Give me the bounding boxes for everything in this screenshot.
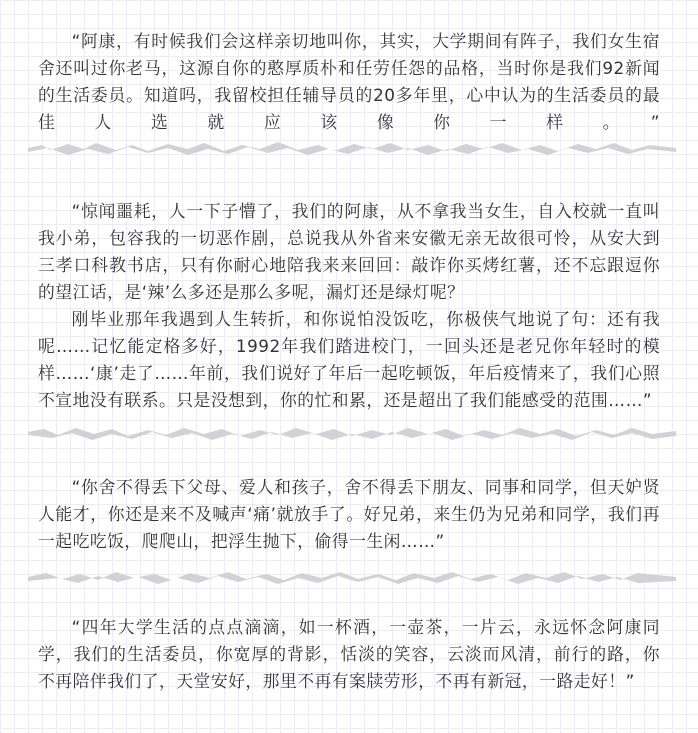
memorial-section-1 (38, 28, 660, 136)
memorial-section-4 (38, 614, 660, 695)
paragraph: “你舍不得丢下父母、爱人和孩子，舍不得丢下朋友、同事和同学，但天妒贤人能才，你还是来不及喊声‘痛’就放手了。好兄弟，来生仍为兄弟和同学，我们再一起吃吃饭，爬爬山，把浮生抛下，偷得一生闲……” (38, 477, 660, 551)
memorial-section-3 (38, 474, 660, 555)
torn-paper-divider-2 (28, 424, 676, 442)
memorial-section-2 (38, 198, 660, 414)
torn-paper-divider-3 (28, 568, 676, 586)
torn-paper-divider-1 (28, 139, 676, 157)
paragraph: “四年大学生活的点点滴滴，如一杯酒，一壶茶，一片云，永远怀念阿康同学，我们的生活委员，你宽厚的背影，恬淡的笑容，云淡而风清，前行的路，你不再陪伴我们了，天堂安好，那里不再有案牍劳形，不再有新冠，一路走好！” (38, 617, 660, 691)
paragraph: “阿康，有时候我们会这样亲切地叫你，其实，大学期间有阵子，我们女生宿舍还叫过你老马，这源自你的憨厚质朴和任劳任怨的品格，当时你是我们92新闻的生活委员。知道吗，我留校担任辅导员的20多年里，心中认为的生活委员的最佳人选就应该像你一样。” (38, 31, 660, 132)
article-body (38, 0, 660, 733)
paragraph: 刚毕业那年我遇到人生转折，和你说怕没饭吃，你极侠气地说了句：还有我呢……记忆能定格多好，1992年我们踏进校门，一回头还是老兄你年轻时的模样……‘康’走了……年前，我们说好了年后一起吃顿饭，年后疫情来了，我们心照不宣地没有联系。只是没想到，你的忙和累，还是超出了我们能感受的范围……” (38, 309, 660, 410)
paragraph: “惊闻噩耗，人一下子懵了，我们的阿康，从不拿我当女生，自入校就一直叫我小弟，包容我的一切恶作剧，总说我从外省来安徽无亲无故很可怜，从安大到三孝口科教书店，只有你耐心地陪我来来回回：敲诈你买烤红薯，还不忘跟逗你的望江话，是‘辣’么多还是那么多呢，漏灯还是绿灯呢？ (38, 201, 660, 302)
